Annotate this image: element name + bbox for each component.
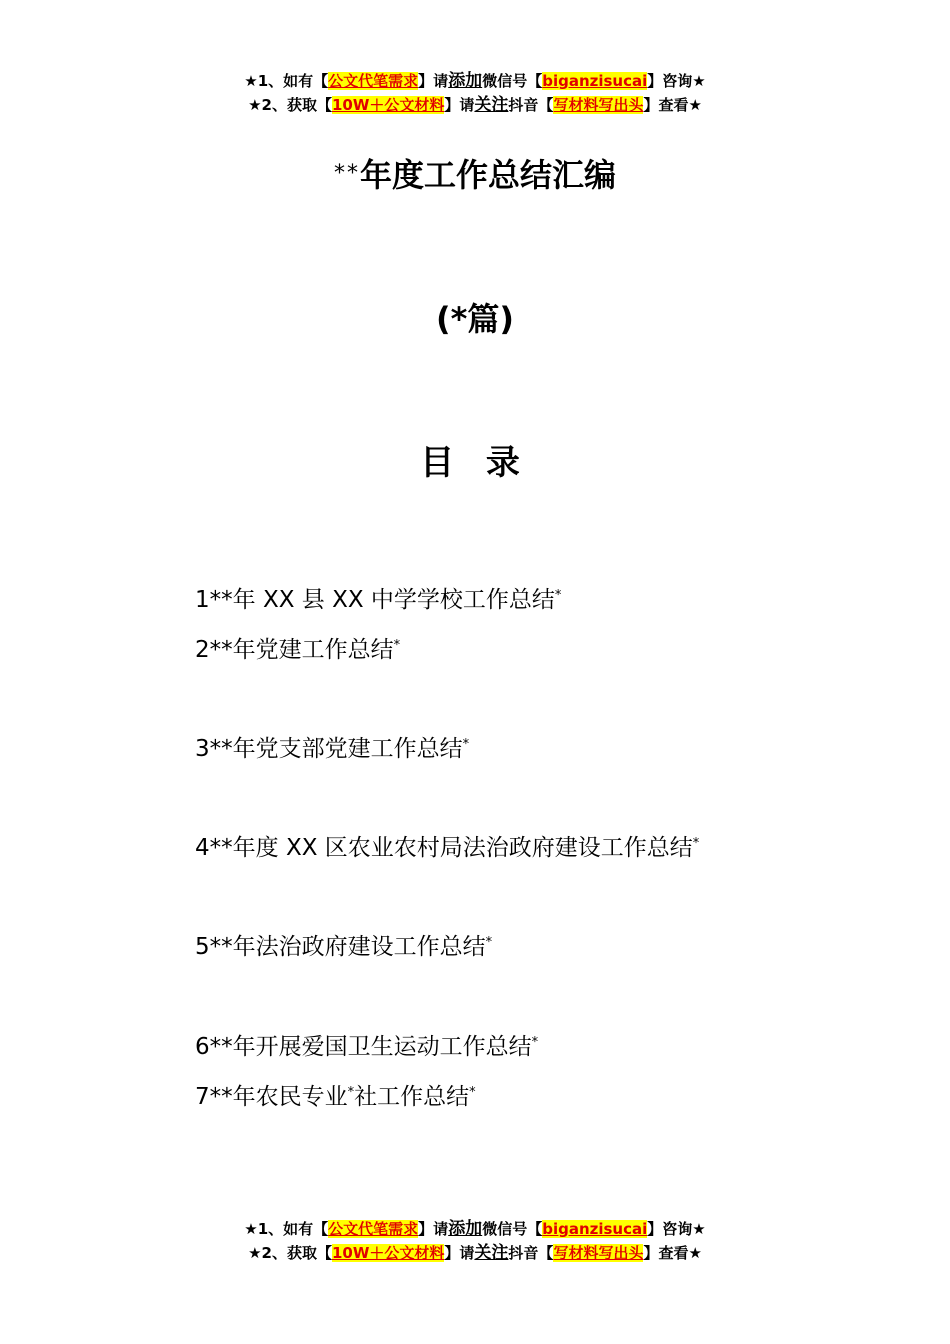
banner-text: 抖音【 — [508, 1244, 554, 1262]
highlight-wechat-id: biganzisucai — [542, 1220, 648, 1238]
highlight-service: 公文代笔需求 — [328, 1220, 419, 1238]
toc-item-mark: * — [393, 638, 401, 653]
toc-item-text: 年 XX 县 XX 中学学校工作总结 — [232, 587, 555, 613]
toc-item-text: 年农民专业 — [232, 1084, 348, 1110]
header-banner — [0, 69, 950, 117]
title-stars: ** — [333, 161, 360, 186]
toc-item-mark: * — [347, 1085, 355, 1100]
highlight-service: 公文代笔需求 — [328, 72, 419, 90]
toc-item-4[interactable] — [195, 828, 699, 864]
toc-item-number: 4** — [195, 835, 233, 861]
document-title — [0, 150, 950, 196]
toc-item-7[interactable] — [195, 1077, 476, 1113]
toc-item-text: 社工作总结 — [354, 1084, 470, 1110]
toc-item-text: 年度 XX 区农业农村局法治政府建设工作总结 — [232, 835, 693, 861]
toc-item-number: 6** — [195, 1034, 233, 1060]
toc-item-number: 3** — [195, 736, 233, 762]
article-count: (*篇) — [436, 300, 514, 338]
highlight-materials: 10W＋公文材料 — [331, 96, 445, 114]
banner-text: ★1、如有【 — [244, 72, 329, 90]
toc-item-mark: * — [469, 1085, 476, 1100]
toc-item-number: 1** — [195, 587, 233, 613]
banner-text: 】请 — [444, 1244, 475, 1262]
footer-banner — [0, 1217, 950, 1265]
toc-item-5[interactable] — [195, 927, 492, 963]
banner-line-2 — [0, 93, 950, 117]
toc-item-mark: * — [462, 737, 470, 752]
banner-text: ★1、如有【 — [244, 1220, 329, 1238]
toc-item-1[interactable] — [195, 580, 561, 616]
banner-text: 微信号【 — [482, 72, 543, 90]
toc-item-number: 7** — [195, 1084, 233, 1110]
banner-line-2 — [0, 1241, 950, 1265]
toc-item-3[interactable] — [195, 729, 469, 765]
highlight-wechat-id: biganzisucai — [542, 72, 648, 90]
banner-line-1 — [0, 69, 950, 93]
banner-line-1 — [0, 1217, 950, 1241]
toc-item-number: 5** — [195, 934, 233, 960]
banner-text: 】咨询★ — [647, 72, 706, 90]
toc-item-mark: * — [485, 935, 493, 950]
toc-item-text: 年开展爱国卫生运动工作总结 — [232, 1034, 532, 1060]
banner-text: ★2、获取【 — [248, 1244, 332, 1262]
toc-item-text: 年法治政府建设工作总结 — [232, 934, 486, 960]
toc-item-mark: * — [692, 836, 700, 851]
banner-text: 】咨询★ — [647, 1220, 706, 1238]
toc-item-mark: * — [554, 588, 562, 603]
banner-text: 微信号【 — [482, 1220, 543, 1238]
toc-item-2[interactable] — [195, 630, 400, 666]
banner-text: 抖音【 — [508, 96, 554, 114]
emphasis-follow: 关注 — [474, 95, 509, 115]
emphasis-add: 添加 — [448, 71, 483, 91]
toc-item-number: 2** — [195, 637, 233, 663]
banner-text: 】请 — [418, 1220, 449, 1238]
banner-text: 】请 — [444, 96, 475, 114]
highlight-douyin-id: 写材料写出头 — [553, 96, 644, 114]
toc-item-mark: * — [531, 1035, 539, 1050]
toc-item-6[interactable] — [195, 1027, 538, 1063]
highlight-douyin-id: 写材料写出头 — [553, 1244, 644, 1262]
toc-item-text: 年党建工作总结 — [232, 637, 394, 663]
banner-text: 】查看★ — [643, 1244, 702, 1262]
toc-heading: 目 录 — [420, 443, 530, 483]
banner-text: 】查看★ — [643, 96, 702, 114]
highlight-materials: 10W＋公文材料 — [331, 1244, 445, 1262]
banner-text: ★2、获取【 — [248, 96, 332, 114]
emphasis-follow: 关注 — [474, 1243, 509, 1263]
title-text: 年度工作总结汇编 — [359, 156, 616, 194]
emphasis-add: 添加 — [448, 1219, 483, 1239]
banner-text: 】请 — [418, 72, 449, 90]
toc-item-text: 年党支部党建工作总结 — [232, 736, 463, 762]
